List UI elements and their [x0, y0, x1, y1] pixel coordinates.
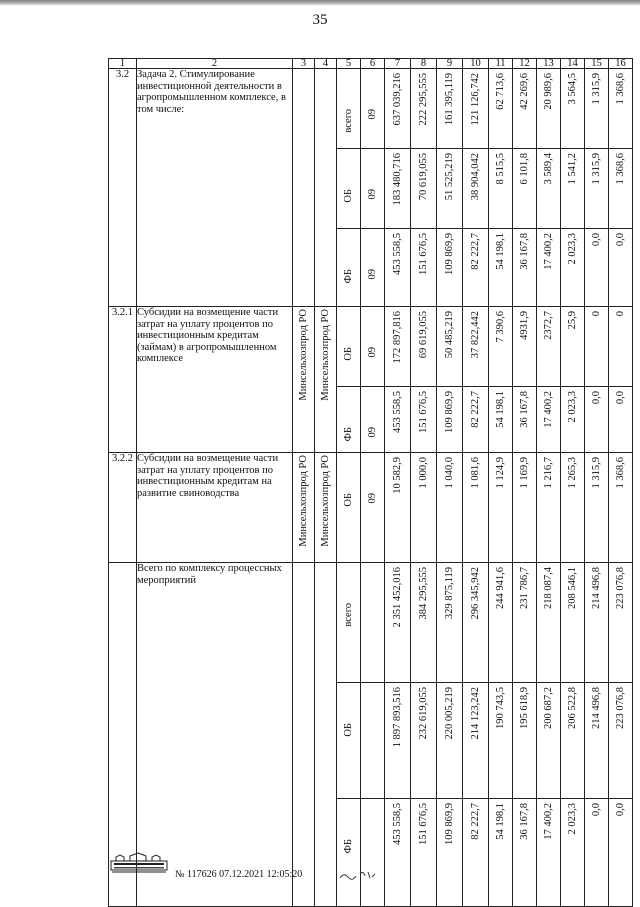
amount-cell	[489, 307, 513, 387]
budget-code-value: 09	[367, 347, 378, 358]
amount-value: 62 713,6	[495, 73, 506, 110]
amount-cell	[463, 229, 489, 307]
amount-cell	[489, 69, 513, 149]
amount-cell	[463, 683, 489, 799]
budget-code	[361, 387, 385, 453]
funding-source-label: ФБ	[343, 427, 354, 442]
amount-value: 232 619,055	[418, 687, 429, 740]
amount-value: 54 198,1	[495, 803, 506, 840]
amount-value: 0	[615, 311, 626, 317]
budget-code	[361, 229, 385, 307]
amount-cell	[513, 563, 537, 683]
page-number: 35	[312, 12, 328, 28]
funding-source-label: ФБ	[343, 839, 354, 854]
amount-value: 109 869,9	[444, 233, 455, 275]
amount-cell	[489, 387, 513, 453]
amount-value: 172 897,816	[392, 311, 403, 364]
amount-value: 8 515,5	[495, 153, 506, 185]
responsible-org-text: Минсельхозпрод РО	[320, 455, 331, 547]
column-number: 7	[385, 59, 411, 69]
funding-source	[337, 453, 361, 563]
document-registration: № 117626 07.12.2021 12:05:20	[175, 869, 303, 880]
budget-code	[361, 683, 385, 799]
amount-cell	[463, 387, 489, 453]
amount-cell	[537, 683, 561, 799]
column-number: 14	[561, 59, 585, 69]
amount-value: 25,9	[567, 311, 578, 330]
budget-code	[361, 453, 385, 563]
amount-value: 190 743,5	[495, 687, 506, 729]
amount-value: 1 897 893,516	[392, 687, 403, 748]
row-name: Субсидии на возмещение части затрат на уплату процентов по инвестиционным кредитам на развитие свиноводства	[137, 453, 293, 563]
amount-cell	[609, 149, 633, 229]
amount-value: 20 989,6	[543, 73, 554, 110]
responsible-org	[293, 69, 315, 307]
amount-cell	[585, 149, 609, 229]
amount-cell	[537, 69, 561, 149]
amount-cell	[489, 683, 513, 799]
amount-value: 3 589,4	[543, 153, 554, 185]
amount-value: 2 023,3	[567, 803, 578, 835]
column-number: 2	[137, 59, 293, 69]
amount-value: 214 123,242	[470, 687, 481, 740]
amount-value: 214 496,8	[591, 567, 602, 609]
amount-value: 17 400,2	[543, 233, 554, 270]
amount-value: 2 023,3	[567, 233, 578, 265]
responsible-org-text: Минсельхозпрод РО	[320, 309, 331, 401]
table-row	[109, 307, 633, 387]
amount-value: 50 485,219	[444, 311, 455, 359]
amount-value: 218 087,4	[543, 567, 554, 609]
budget-code	[361, 307, 385, 387]
amount-cell	[609, 683, 633, 799]
amount-cell	[411, 149, 437, 229]
amount-cell	[411, 563, 437, 683]
amount-cell	[513, 799, 537, 907]
amount-value: 1 040,0	[444, 457, 455, 489]
column-number: 9	[437, 59, 463, 69]
column-number: 10	[463, 59, 489, 69]
amount-cell	[609, 229, 633, 307]
amount-cell	[585, 683, 609, 799]
amount-value: 384 295,555	[418, 567, 429, 620]
amount-cell	[561, 683, 585, 799]
amount-cell	[585, 307, 609, 387]
column-number: 15	[585, 59, 609, 69]
amount-value: 1 368,6	[615, 457, 626, 489]
amount-cell	[513, 453, 537, 563]
amount-value: 36 167,8	[519, 391, 530, 428]
amount-value: 1 216,7	[543, 457, 554, 489]
amount-value: 2372,7	[543, 311, 554, 340]
budget-code	[361, 799, 385, 907]
amount-value: 10 582,9	[392, 457, 403, 494]
amount-value: 0,0	[615, 803, 626, 817]
amount-value: 200 687,2	[543, 687, 554, 729]
funding-source	[337, 683, 361, 799]
amount-cell	[537, 453, 561, 563]
amount-value: 1 265,3	[567, 457, 578, 489]
amount-value: 36 167,8	[519, 803, 530, 840]
amount-cell	[585, 387, 609, 453]
amount-cell	[437, 799, 463, 907]
funding-source-label: всего	[343, 603, 354, 627]
amount-value: 1 541,2	[567, 153, 578, 185]
column-number: 8	[411, 59, 437, 69]
row-name: Субсидии на возмещение части затрат на уплату процентов по инвестиционным кредитам (займам) в агропромышленном комплексе	[137, 307, 293, 453]
amount-value: 109 869,9	[444, 391, 455, 433]
table-row	[109, 453, 633, 563]
amount-cell	[463, 563, 489, 683]
amount-value: 17 400,2	[543, 803, 554, 840]
amount-value: 208 546,1	[567, 567, 578, 609]
decorative-seal	[110, 852, 168, 879]
amount-cell	[437, 387, 463, 453]
amount-value: 151 676,5	[418, 803, 429, 845]
amount-cell	[411, 387, 437, 453]
amount-cell	[463, 307, 489, 387]
column-number: 11	[489, 59, 513, 69]
row-index: 3.2	[109, 69, 137, 307]
amount-value: 206 522,8	[567, 687, 578, 729]
amount-value: 0,0	[591, 803, 602, 817]
amount-value: 1 368,6	[615, 73, 626, 105]
amount-cell	[513, 307, 537, 387]
budget-code-value: 09	[367, 427, 378, 438]
funding-source-label: ОБ	[343, 347, 354, 361]
funding-source	[337, 387, 361, 453]
amount-value: 51 525,219	[444, 153, 455, 201]
amount-value: 1 315,9	[591, 73, 602, 105]
funding-source	[337, 149, 361, 229]
amount-cell	[437, 69, 463, 149]
amount-value: 453 558,5	[392, 803, 403, 845]
amount-cell	[437, 563, 463, 683]
amount-cell	[561, 799, 585, 907]
amount-cell	[385, 69, 411, 149]
funding-source-label: ОБ	[343, 723, 354, 737]
amount-value: 1 315,9	[591, 457, 602, 489]
amount-value: 37 822,442	[470, 311, 481, 359]
amount-cell	[537, 229, 561, 307]
column-number: 13	[537, 59, 561, 69]
row-name: Задача 2. Стимулирование инвестиционной деятельности в агропромышленном комплексе, в том числе:	[137, 69, 293, 307]
budget-code-value: 09	[367, 109, 378, 120]
column-number: 5	[337, 59, 361, 69]
amount-cell	[585, 799, 609, 907]
amount-cell	[463, 149, 489, 229]
amount-cell	[561, 69, 585, 149]
amount-value: 453 558,5	[392, 391, 403, 433]
amount-value: 3 564,5	[567, 73, 578, 105]
amount-cell	[537, 563, 561, 683]
responsible-org	[293, 453, 315, 563]
amount-value: 2 351 452,016	[392, 567, 403, 628]
amount-cell	[385, 799, 411, 907]
amount-value: 223 076,8	[615, 567, 626, 609]
amount-value: 151 676,5	[418, 391, 429, 433]
funding-source	[337, 229, 361, 307]
amount-cell	[411, 683, 437, 799]
amount-cell	[609, 563, 633, 683]
amount-cell	[411, 307, 437, 387]
amount-value: 453 558,5	[392, 233, 403, 275]
amount-cell	[561, 387, 585, 453]
amount-value: 1 000,0	[418, 457, 429, 489]
amount-value: 69 619,055	[418, 311, 429, 359]
amount-cell	[513, 387, 537, 453]
column-number: 12	[513, 59, 537, 69]
amount-value: 637 039,216	[392, 73, 403, 126]
amount-value: 220 005,219	[444, 687, 455, 740]
amount-cell	[489, 229, 513, 307]
amount-value: 1 124,9	[495, 457, 506, 489]
amount-cell	[437, 453, 463, 563]
amount-cell	[585, 229, 609, 307]
amount-cell	[513, 683, 537, 799]
amount-cell	[385, 683, 411, 799]
amount-cell	[385, 149, 411, 229]
budget-code-value: 09	[367, 189, 378, 200]
amount-cell	[411, 453, 437, 563]
amount-value: 296 345,942	[470, 567, 481, 620]
table-row	[109, 69, 633, 149]
amount-cell	[385, 307, 411, 387]
amount-value: 82 222,7	[470, 233, 481, 270]
amount-value: 214 496,8	[591, 687, 602, 729]
responsible-org-text: Минсельхозпрод РО	[298, 309, 309, 401]
amount-value: 222 295,555	[418, 73, 429, 126]
amount-cell	[609, 453, 633, 563]
responsible-org	[315, 563, 337, 907]
amount-cell	[537, 149, 561, 229]
amount-value: 82 222,7	[470, 391, 481, 428]
amount-cell	[489, 149, 513, 229]
amount-cell	[489, 453, 513, 563]
column-number: 1	[109, 59, 137, 69]
amount-cell	[437, 229, 463, 307]
column-number: 6	[361, 59, 385, 69]
amount-value: 121 126,742	[470, 73, 481, 126]
amount-cell	[411, 69, 437, 149]
amount-cell	[463, 799, 489, 907]
amount-cell	[585, 453, 609, 563]
amount-cell	[411, 229, 437, 307]
responsible-org	[315, 453, 337, 563]
amount-value: 0	[591, 311, 602, 317]
amount-value: 6 101,8	[519, 153, 530, 185]
amount-value: 1 315,9	[591, 153, 602, 185]
amount-cell	[561, 453, 585, 563]
amount-value: 244 941,6	[495, 567, 506, 609]
amount-value: 231 786,7	[519, 567, 530, 609]
amount-value: 1 081,6	[470, 457, 481, 489]
column-number: 16	[609, 59, 633, 69]
amount-cell	[585, 69, 609, 149]
amount-cell	[513, 229, 537, 307]
responsible-org	[315, 307, 337, 453]
amount-value: 151 676,5	[418, 233, 429, 275]
amount-cell	[585, 563, 609, 683]
budget-code	[361, 149, 385, 229]
amount-value: 0,0	[591, 233, 602, 247]
amount-cell	[385, 453, 411, 563]
budget-code	[361, 563, 385, 683]
amount-value: 4931,9	[519, 311, 530, 340]
row-index: 3.2.2	[109, 453, 137, 563]
responsible-org	[293, 307, 315, 453]
amount-cell	[561, 229, 585, 307]
amount-cell	[385, 563, 411, 683]
amount-value: 223 076,8	[615, 687, 626, 729]
amount-cell	[561, 307, 585, 387]
amount-cell	[437, 307, 463, 387]
amount-value: 2 023,3	[567, 391, 578, 423]
amount-cell	[437, 683, 463, 799]
funding-source-label: ОБ	[343, 189, 354, 203]
funding-source-label: всего	[343, 109, 354, 133]
amount-value: 54 198,1	[495, 233, 506, 270]
scan-edge	[0, 0, 640, 6]
handwritten-mark	[338, 868, 378, 885]
amount-value: 54 198,1	[495, 391, 506, 428]
responsible-org-text: Минсельхозпрод РО	[298, 455, 309, 547]
responsible-org	[293, 563, 315, 907]
amount-value: 183 480,716	[392, 153, 403, 206]
amount-value: 109 869,9	[444, 803, 455, 845]
amount-cell	[561, 563, 585, 683]
amount-cell	[609, 307, 633, 387]
amount-value: 82 222,7	[470, 803, 481, 840]
amount-cell	[561, 149, 585, 229]
column-number: 3	[293, 59, 315, 69]
amount-value: 42 269,6	[519, 73, 530, 110]
funding-source	[337, 799, 361, 907]
header-row	[109, 59, 633, 69]
amount-value: 1 368,6	[615, 153, 626, 185]
amount-cell	[385, 387, 411, 453]
amount-cell	[489, 563, 513, 683]
responsible-org	[315, 69, 337, 307]
amount-value: 0,0	[615, 233, 626, 247]
amount-cell	[609, 69, 633, 149]
amount-cell	[489, 799, 513, 907]
row-name: Всего по комплексу процессных мероприятий	[137, 563, 293, 907]
amount-cell	[513, 69, 537, 149]
funding-source	[337, 69, 361, 149]
table-row	[109, 563, 633, 683]
amount-value: 1 169,9	[519, 457, 530, 489]
amount-value: 195 618,9	[519, 687, 530, 729]
amount-value: 161 395,119	[444, 73, 455, 126]
budget-code	[361, 69, 385, 149]
budget-table	[108, 58, 633, 907]
amount-value: 17 400,2	[543, 391, 554, 428]
amount-cell	[609, 799, 633, 907]
budget-code-value: 09	[367, 269, 378, 280]
funding-source-label: ОБ	[343, 493, 354, 507]
column-number: 4	[315, 59, 337, 69]
amount-value: 7 390,6	[495, 311, 506, 343]
budget-code-value: 09	[367, 493, 378, 504]
amount-cell	[537, 307, 561, 387]
amount-value: 70 619,055	[418, 153, 429, 201]
amount-cell	[463, 69, 489, 149]
amount-cell	[537, 799, 561, 907]
amount-value: 36 167,8	[519, 233, 530, 270]
amount-value: 329 875,119	[444, 567, 455, 620]
amount-cell	[463, 453, 489, 563]
amount-value: 0,0	[615, 391, 626, 405]
amount-cell	[437, 149, 463, 229]
amount-cell	[385, 229, 411, 307]
funding-source	[337, 563, 361, 683]
amount-value: 0,0	[591, 391, 602, 405]
amount-cell	[411, 799, 437, 907]
amount-cell	[609, 387, 633, 453]
funding-source-label: ФБ	[343, 269, 354, 284]
amount-cell	[513, 149, 537, 229]
row-index: 3.2.1	[109, 307, 137, 453]
amount-cell	[537, 387, 561, 453]
amount-value: 38 904,042	[470, 153, 481, 201]
funding-source	[337, 307, 361, 387]
